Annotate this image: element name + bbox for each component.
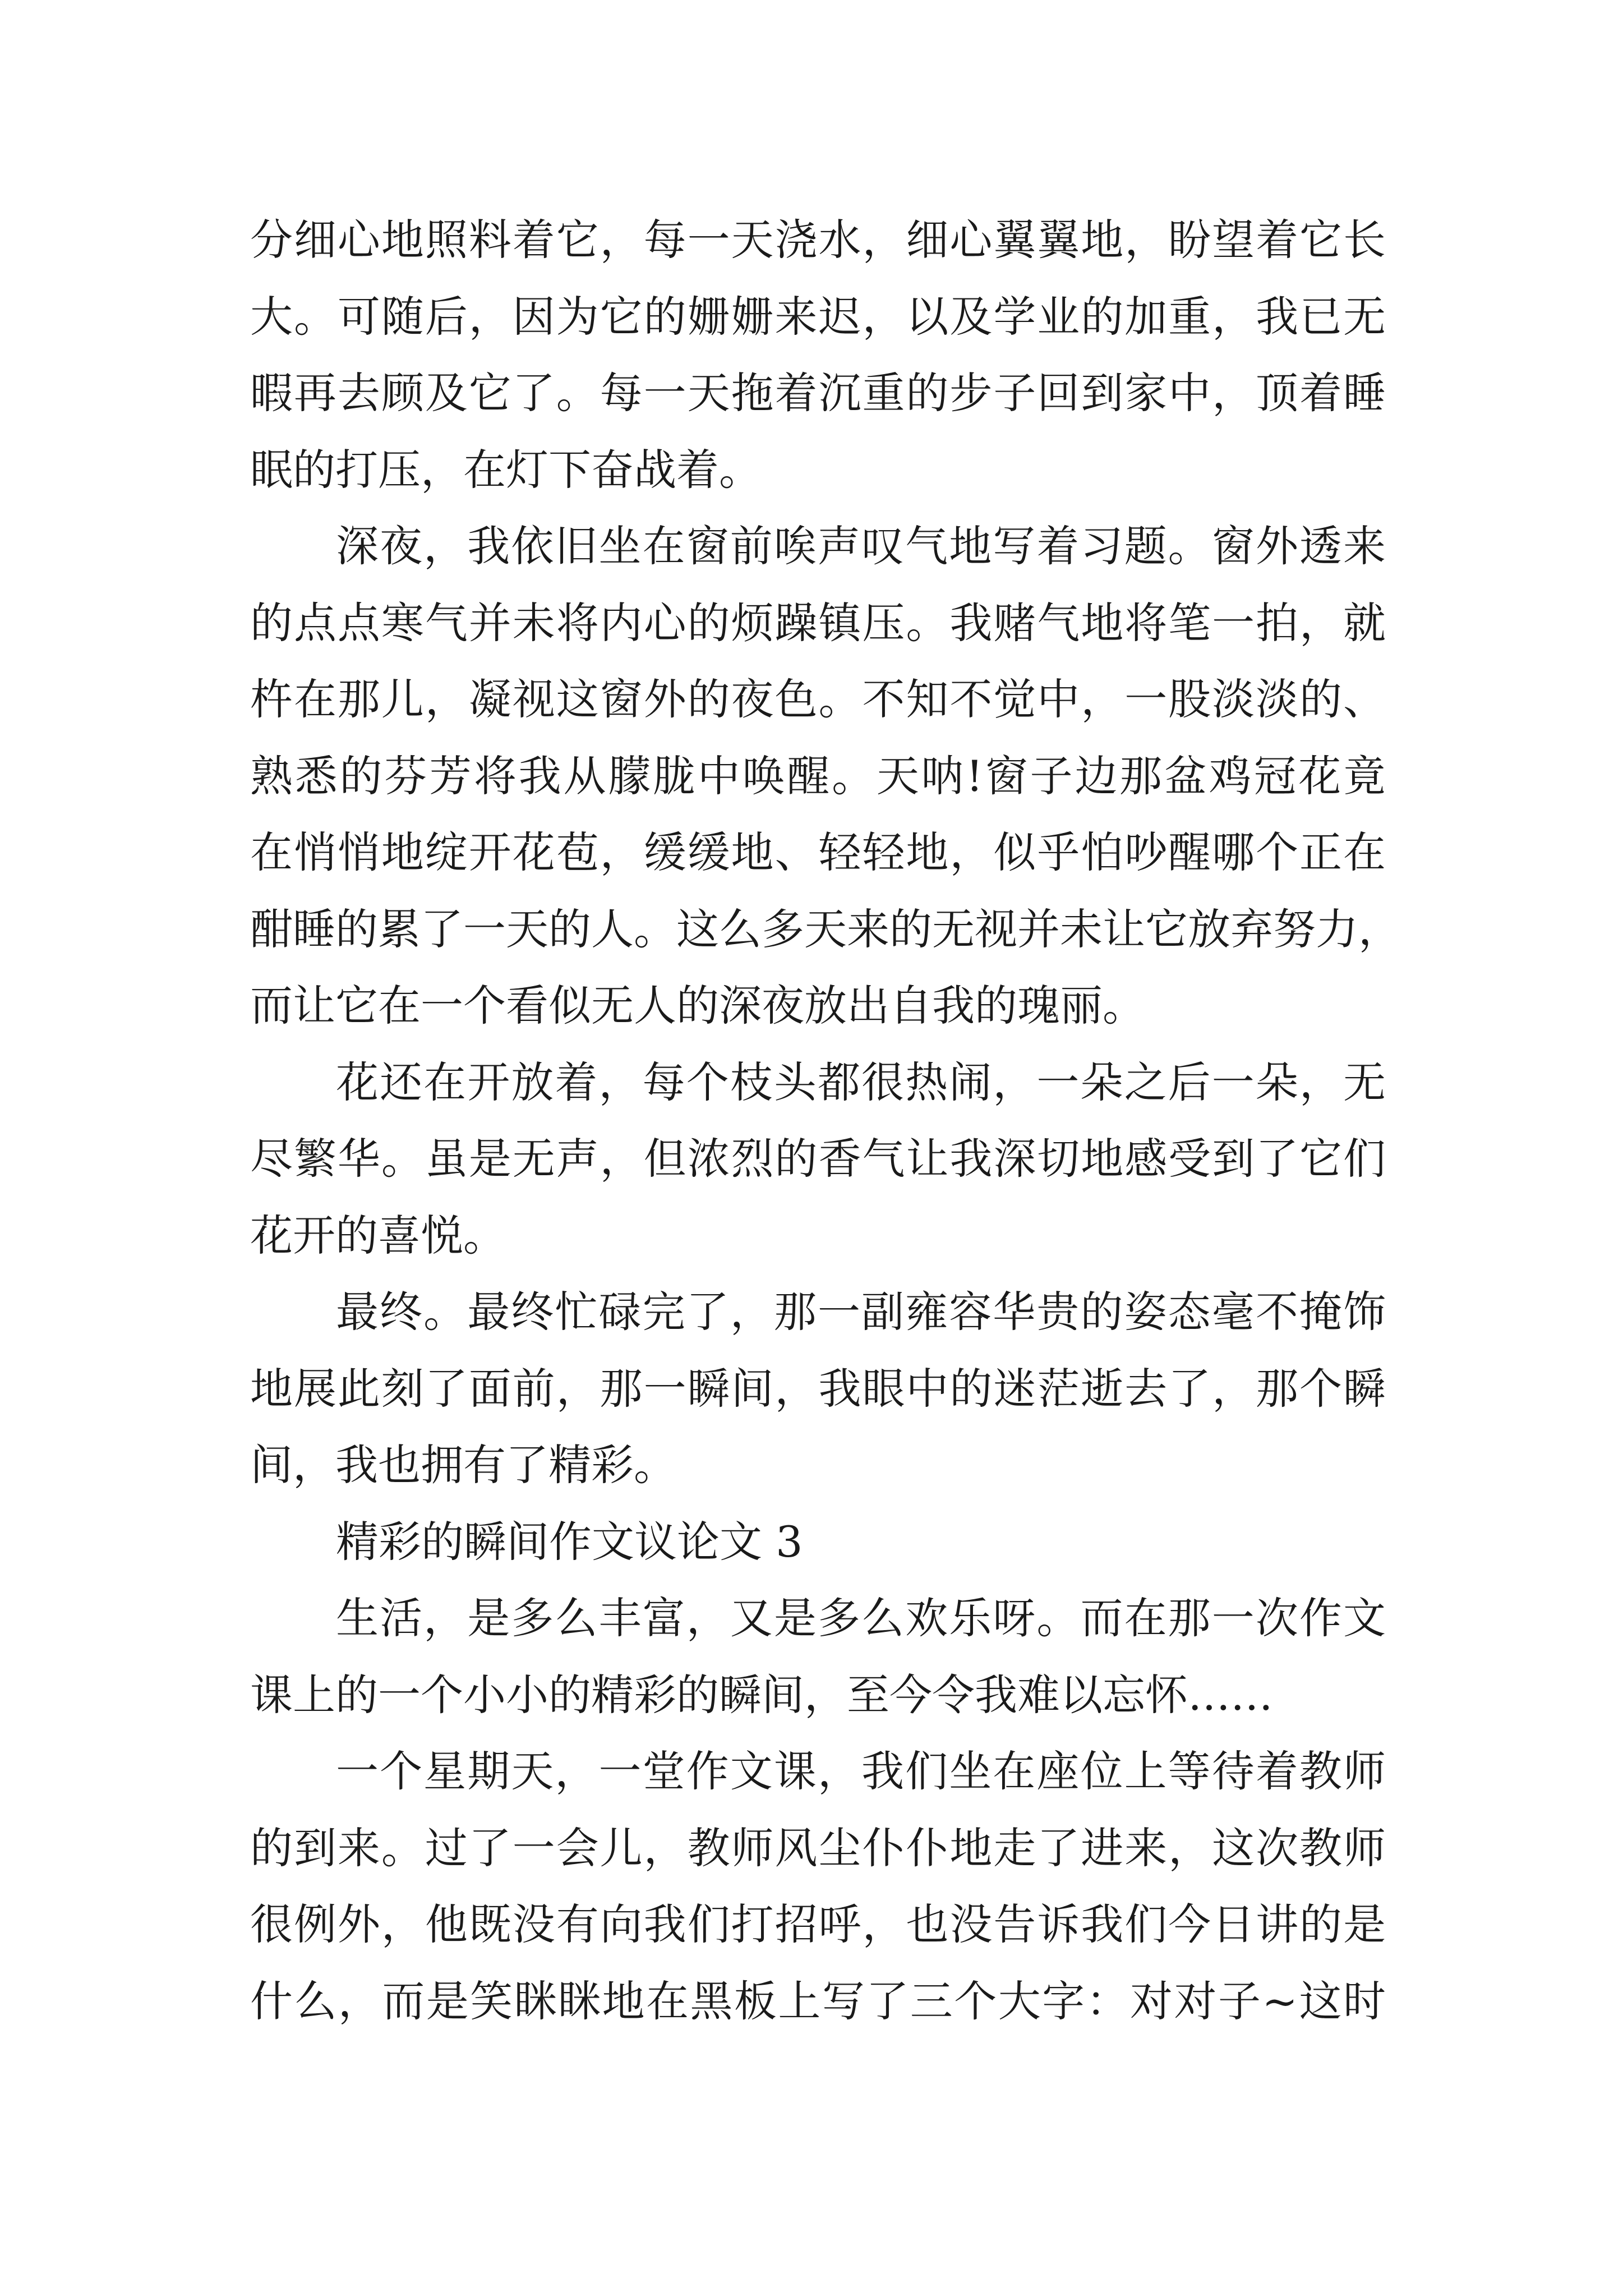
text-line: 深夜，我依旧坐在窗前唉声叹气地写着习题。窗外透来 [336,521,1386,571]
text-line: 熟悉的芬芳将我从朦胧中唤醒。天呐!窗子边那盆鸡冠花竟 [250,751,1386,801]
text-line: 而让它在一个看似无人的深夜放出自我的瑰丽。 [250,981,1145,1030]
text-line: 一个星期天，一堂作文课，我们坐在座位上等待着教师 [336,1746,1386,1796]
text-line: 眠的打压，在灯下奋战着。 [250,444,762,495]
text-line: 生活，是多么丰富，又是多么欢乐呀。而在那一次作文 [336,1593,1386,1643]
text-line: 暇再去顾及它了。每一天拖着沉重的步子回到家中，顶着睡 [250,368,1386,418]
text-line: 什么，而是笑眯眯地在黑板上写了三个大字：对对子~这时 [250,1976,1386,2026]
text-line: 的到来。过了一会儿，教师风尘仆仆地走了进来，这次教师 [250,1823,1386,1873]
text-line: 花开的喜悦。 [250,1210,506,1260]
text-line: 花还在开放着，每个枝头都很热闹，一朵之后一朵，无 [336,1057,1386,1107]
text-line: 在悄悄地绽开花苞，缓缓地、轻轻地，似乎怕吵醒哪个正在 [250,827,1386,877]
text-line: 最终。最终忙碌完了，那一副雍容华贵的姿态毫不掩饰 [336,1287,1386,1337]
section-heading: 精彩的瞬间作文议论文 3 [336,1516,803,1567]
text-line: 尽繁华。虽是无声，但浓烈的香气让我深切地感受到了它们 [250,1134,1386,1184]
text-line: 很例外，他既没有向我们打招呼，也没告诉我们今日讲的是 [250,1899,1386,1949]
text-line: 杵在那儿，凝视这窗外的夜色。不知不觉中，一股淡淡的、 [250,674,1386,724]
text-line: 间，我也拥有了精彩。 [250,1440,676,1490]
body-text [250,202,1401,2040]
text-line: 的点点寒气并未将内心的烦躁镇压。我赌气地将笔一拍，就 [250,597,1386,648]
text-line: 课上的一个小小的精彩的瞬间，至今令我难以忘怀…… [250,1669,1273,1720]
text-line: 分细心地照料着它，每一天浇水，细心翼翼地，盼望着它长 [250,215,1386,265]
text-line: 大。可随后，因为它的姗姗来迟，以及学业的加重，我已无 [250,291,1386,342]
text-line: 地展此刻了面前，那一瞬间，我眼中的迷茫逝去了，那个瞬 [250,1363,1386,1414]
text-line: 酣睡的累了一天的人。这么多天来的无视并未让它放弃努力， [250,904,1401,954]
